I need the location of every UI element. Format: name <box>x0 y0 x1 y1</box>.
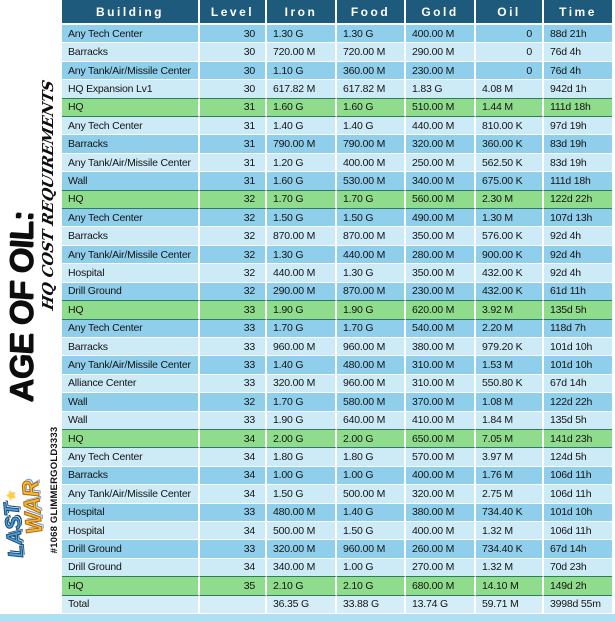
cell-building: Any Tech Center <box>62 209 200 227</box>
table-row <box>62 227 612 245</box>
cell-oil: 4.08 M <box>476 80 544 98</box>
cell-oil: 1.32 M <box>476 559 544 577</box>
cell-food: 1.70 G <box>337 191 406 209</box>
cell-food: 870.00 M <box>337 227 406 245</box>
author-handle: #1068 GLIMMERGOLD3333 <box>48 426 60 554</box>
cell-level: 30 <box>200 62 267 80</box>
cell-building: Any Tech Center <box>62 117 200 135</box>
cell-iron: 1.40 G <box>267 117 337 135</box>
table-row <box>62 246 612 264</box>
cell-time: 101d 10h <box>544 356 612 374</box>
cell-food: 1.60 G <box>337 99 406 117</box>
cell-gold: 400.00 M <box>406 522 476 540</box>
header-row <box>62 0 612 25</box>
table-row <box>62 43 612 61</box>
cell-gold: 400.00 M <box>406 25 476 43</box>
cell-food: 1.00 G <box>337 467 406 485</box>
cell-iron: 1.40 G <box>267 356 337 374</box>
cell-gold: 230.00 M <box>406 283 476 301</box>
cell-building: Any Tech Center <box>62 448 200 466</box>
cell-food: 790.00 M <box>337 135 406 153</box>
cell-oil: 3.97 M <box>476 448 544 466</box>
cell-time: 3998d 55m <box>544 596 612 614</box>
table-row <box>62 301 612 319</box>
cell-time: 124d 5h <box>544 448 612 466</box>
cell-time: 67d 14h <box>544 375 612 393</box>
cell-oil: 1.30 M <box>476 209 544 227</box>
cell-gold: 260.00 M <box>406 540 476 558</box>
table-row <box>62 577 612 595</box>
table-row <box>62 320 612 338</box>
cell-gold: 410.00 M <box>406 412 476 430</box>
table-row <box>62 448 612 466</box>
cell-gold: 270.00 M <box>406 559 476 577</box>
cell-building: Barracks <box>62 43 200 61</box>
cell-building: Any Tank/Air/Missile Center <box>62 246 200 264</box>
cell-building: HQ <box>62 99 200 117</box>
cell-iron: 1.60 G <box>267 99 337 117</box>
cell-iron: 790.00 M <box>267 135 337 153</box>
table-row <box>62 264 612 282</box>
cell-level: 30 <box>200 80 267 98</box>
cell-food: 1.70 G <box>337 320 406 338</box>
cell-food: 580.00 M <box>337 393 406 411</box>
cell-level: 34 <box>200 430 267 448</box>
cell-level: 31 <box>200 172 267 190</box>
cell-food: 480.00 M <box>337 356 406 374</box>
cell-oil: 0 <box>476 25 544 43</box>
cell-iron: 340.00 M <box>267 559 337 577</box>
cell-time: 107d 13h <box>544 209 612 227</box>
column-header-level: Level <box>200 0 267 25</box>
cell-food: 2.10 G <box>337 577 406 595</box>
cell-iron: 720.00 M <box>267 43 337 61</box>
cell-time: 106d 11h <box>544 485 612 503</box>
cell-time: 83d 19h <box>544 135 612 153</box>
cell-gold: 560.00 M <box>406 191 476 209</box>
cell-building: Barracks <box>62 338 200 356</box>
table-row <box>62 522 612 540</box>
cell-building: HQ <box>62 191 200 209</box>
cell-oil: 3.92 M <box>476 301 544 319</box>
cell-iron: 440.00 M <box>267 264 337 282</box>
cell-food: 617.82 M <box>337 80 406 98</box>
cell-building: HQ <box>62 430 200 448</box>
cell-level: 32 <box>200 209 267 227</box>
cell-oil: 675.00 K <box>476 172 544 190</box>
cell-time: 92d 4h <box>544 264 612 282</box>
page-title: AGE OF OIL: <box>2 210 40 404</box>
table-row <box>62 485 612 503</box>
table-row <box>62 154 612 172</box>
cell-oil: 432.00 K <box>476 283 544 301</box>
cell-level: 32 <box>200 264 267 282</box>
cell-building: Wall <box>62 172 200 190</box>
cell-food: 1.40 G <box>337 504 406 522</box>
cell-iron: 1.70 G <box>267 393 337 411</box>
column-header-gold: Gold <box>406 0 476 25</box>
cell-iron: 1.80 G <box>267 448 337 466</box>
cell-gold: 510.00 M <box>406 99 476 117</box>
table-row <box>62 62 612 80</box>
cell-gold: 380.00 M <box>406 504 476 522</box>
cell-oil: 734.40 K <box>476 504 544 522</box>
table-row <box>62 135 612 153</box>
cell-food: 960.00 M <box>337 338 406 356</box>
cell-gold: 350.00 M <box>406 264 476 282</box>
cell-building: Any Tech Center <box>62 25 200 43</box>
cell-iron: 1.30 G <box>267 25 337 43</box>
cell-building: Barracks <box>62 227 200 245</box>
cell-time: 111d 18h <box>544 99 612 117</box>
cell-food: 1.00 G <box>337 559 406 577</box>
cell-food: 960.00 M <box>337 540 406 558</box>
cell-building: Barracks <box>62 467 200 485</box>
cell-iron: 1.60 G <box>267 172 337 190</box>
cell-oil: 734.40 K <box>476 540 544 558</box>
cell-level: 33 <box>200 540 267 558</box>
cell-food: 500.00 M <box>337 485 406 503</box>
cell-gold: 1.83 G <box>406 80 476 98</box>
cell-gold: 280.00 M <box>406 246 476 264</box>
cell-iron: 870.00 M <box>267 227 337 245</box>
table-row <box>62 80 612 98</box>
cell-oil: 14.10 M <box>476 577 544 595</box>
cell-iron: 1.90 G <box>267 412 337 430</box>
cell-oil: 7.05 M <box>476 430 544 448</box>
table-row <box>62 393 612 411</box>
cell-building: Drill Ground <box>62 283 200 301</box>
cell-gold: 290.00 M <box>406 43 476 61</box>
last-war-logo <box>0 428 48 560</box>
cell-level: 31 <box>200 117 267 135</box>
cell-time: 141d 23h <box>544 430 612 448</box>
cell-gold: 310.00 M <box>406 356 476 374</box>
cell-time: 67d 14h <box>544 540 612 558</box>
page-subtitle: HQ COST REQUIREMENTS <box>39 78 57 312</box>
cell-gold: 250.00 M <box>406 154 476 172</box>
cell-level: 34 <box>200 467 267 485</box>
cell-building: Barracks <box>62 135 200 153</box>
cell-time: 942d 1h <box>544 80 612 98</box>
cell-gold: 310.00 M <box>406 375 476 393</box>
cell-building: Hospital <box>62 264 200 282</box>
cell-building: Drill Ground <box>62 540 200 558</box>
cell-oil: 1.32 M <box>476 522 544 540</box>
table-row <box>62 117 612 135</box>
cell-level: 33 <box>200 375 267 393</box>
cell-iron: 1.70 G <box>267 191 337 209</box>
cell-level: 30 <box>200 25 267 43</box>
column-header-oil: Oil <box>476 0 544 25</box>
cell-food: 1.30 G <box>337 264 406 282</box>
cell-gold: 400.00 M <box>406 467 476 485</box>
cell-food: 720.00 M <box>337 43 406 61</box>
cell-food: 440.00 M <box>337 246 406 264</box>
table-row <box>62 191 612 209</box>
cell-time: 61d 11h <box>544 283 612 301</box>
cell-building: HQ Expansion Lv1 <box>62 80 200 98</box>
cell-oil: 562.50 K <box>476 154 544 172</box>
cell-gold: 350.00 M <box>406 227 476 245</box>
cell-oil: 360.00 K <box>476 135 544 153</box>
cell-gold: 13.74 G <box>406 596 476 614</box>
cell-gold: 620.00 M <box>406 301 476 319</box>
cell-food: 1.80 G <box>337 448 406 466</box>
cell-food: 1.40 G <box>337 117 406 135</box>
cell-food: 1.50 G <box>337 209 406 227</box>
cell-gold: 340.00 M <box>406 172 476 190</box>
cell-oil: 0 <box>476 62 544 80</box>
table-row <box>62 596 612 614</box>
cell-level <box>200 596 267 614</box>
cell-iron: 1.70 G <box>267 320 337 338</box>
column-header-iron: Iron <box>267 0 337 25</box>
cell-food: 400.00 M <box>337 154 406 172</box>
cell-building: Any Tank/Air/Missile Center <box>62 154 200 172</box>
logo-word-last: LAST <box>0 502 28 559</box>
table-header <box>62 0 612 25</box>
cell-gold: 540.00 M <box>406 320 476 338</box>
table-row <box>62 356 612 374</box>
cell-oil: 59.71 M <box>476 596 544 614</box>
cell-time: 101d 10h <box>544 338 612 356</box>
cell-time: 83d 19h <box>544 154 612 172</box>
cell-level: 33 <box>200 320 267 338</box>
cell-level: 32 <box>200 191 267 209</box>
cell-food: 640.00 M <box>337 412 406 430</box>
cell-iron: 500.00 M <box>267 522 337 540</box>
cell-level: 30 <box>200 43 267 61</box>
cell-iron: 2.10 G <box>267 577 337 595</box>
cell-building: Drill Ground <box>62 559 200 577</box>
cell-oil: 1.53 M <box>476 356 544 374</box>
cell-time: 76d 4h <box>544 43 612 61</box>
cell-gold: 490.00 M <box>406 209 476 227</box>
cell-building: Any Tank/Air/Missile Center <box>62 485 200 503</box>
cell-time: 70d 23h <box>544 559 612 577</box>
cell-iron: 36.35 G <box>267 596 337 614</box>
cell-level: 33 <box>200 412 267 430</box>
cell-iron: 617.82 M <box>267 80 337 98</box>
cell-building: Hospital <box>62 504 200 522</box>
cell-gold: 680.00 M <box>406 577 476 595</box>
cell-time: 111d 18h <box>544 172 612 190</box>
cell-building: Total <box>62 596 200 614</box>
cell-oil: 550.80 K <box>476 375 544 393</box>
cell-level: 33 <box>200 338 267 356</box>
cell-iron: 1.10 G <box>267 62 337 80</box>
cell-gold: 320.00 M <box>406 135 476 153</box>
cell-time: 76d 4h <box>544 62 612 80</box>
cell-iron: 320.00 M <box>267 375 337 393</box>
cell-building: Hospital <box>62 522 200 540</box>
table-row <box>62 504 612 522</box>
cell-level: 32 <box>200 227 267 245</box>
star-icon: ★ <box>3 489 20 502</box>
cell-iron: 1.20 G <box>267 154 337 172</box>
cell-time: 135d 5h <box>544 412 612 430</box>
left-margin-art <box>0 0 62 615</box>
cell-level: 32 <box>200 393 267 411</box>
cell-gold: 320.00 M <box>406 485 476 503</box>
cell-oil: 576.00 K <box>476 227 544 245</box>
cell-gold: 440.00 M <box>406 117 476 135</box>
cell-building: Wall <box>62 412 200 430</box>
table-row <box>62 412 612 430</box>
cell-time: 101d 10h <box>544 504 612 522</box>
table-row <box>62 559 612 577</box>
cell-level: 34 <box>200 485 267 503</box>
table-row <box>62 283 612 301</box>
cell-level: 32 <box>200 283 267 301</box>
cell-level: 33 <box>200 504 267 522</box>
cell-time: 135d 5h <box>544 301 612 319</box>
cell-iron: 1.50 G <box>267 209 337 227</box>
cell-level: 32 <box>200 246 267 264</box>
column-header-building: Building <box>62 0 200 25</box>
cell-food: 2.00 G <box>337 430 406 448</box>
table-row <box>62 172 612 190</box>
cell-oil: 1.44 M <box>476 99 544 117</box>
cell-iron: 1.30 G <box>267 246 337 264</box>
cell-time: 122d 22h <box>544 393 612 411</box>
cell-level: 31 <box>200 154 267 172</box>
cell-food: 1.90 G <box>337 301 406 319</box>
cell-level: 33 <box>200 356 267 374</box>
cell-oil: 2.75 M <box>476 485 544 503</box>
cell-oil: 979.20 K <box>476 338 544 356</box>
table-row <box>62 209 612 227</box>
cell-building: HQ <box>62 577 200 595</box>
cell-gold: 570.00 M <box>406 448 476 466</box>
cell-food: 1.50 G <box>337 522 406 540</box>
cell-time: 122d 22h <box>544 191 612 209</box>
cell-food: 1.30 G <box>337 25 406 43</box>
cell-gold: 380.00 M <box>406 338 476 356</box>
table-row <box>62 375 612 393</box>
cell-iron: 1.90 G <box>267 301 337 319</box>
cell-time: 149d 2h <box>544 577 612 595</box>
cell-iron: 480.00 M <box>267 504 337 522</box>
cell-time: 106d 11h <box>544 522 612 540</box>
cell-level: 34 <box>200 522 267 540</box>
table-body <box>62 25 612 614</box>
cell-level: 31 <box>200 99 267 117</box>
cell-time: 118d 7h <box>544 320 612 338</box>
bottom-edge-strip <box>0 614 615 621</box>
logo-word-war: WAR <box>16 479 48 536</box>
cell-iron: 320.00 M <box>267 540 337 558</box>
cell-food: 960.00 M <box>337 375 406 393</box>
cell-oil: 0 <box>476 43 544 61</box>
cell-food: 33.88 G <box>337 596 406 614</box>
cell-oil: 810.00 K <box>476 117 544 135</box>
table-row <box>62 25 612 43</box>
cell-oil: 432.00 K <box>476 264 544 282</box>
cell-gold: 650.00 M <box>406 430 476 448</box>
column-header-time: Time <box>544 0 612 25</box>
cell-level: 31 <box>200 135 267 153</box>
cell-gold: 370.00 M <box>406 393 476 411</box>
cell-level: 35 <box>200 577 267 595</box>
table-row <box>62 99 612 117</box>
cell-building: Alliance Center <box>62 375 200 393</box>
table-row <box>62 540 612 558</box>
cell-iron: 290.00 M <box>267 283 337 301</box>
table-row <box>62 467 612 485</box>
cell-level: 34 <box>200 448 267 466</box>
cell-building: HQ <box>62 301 200 319</box>
cell-time: 106d 11h <box>544 467 612 485</box>
cell-building: Any Tank/Air/Missile Center <box>62 356 200 374</box>
cell-building: Wall <box>62 393 200 411</box>
column-header-food: Food <box>337 0 406 25</box>
cell-building: Any Tank/Air/Missile Center <box>62 62 200 80</box>
table-row <box>62 430 612 448</box>
cell-iron: 2.00 G <box>267 430 337 448</box>
cell-oil: 1.84 M <box>476 412 544 430</box>
table-row <box>62 338 612 356</box>
cell-oil: 900.00 K <box>476 246 544 264</box>
cell-oil: 2.30 M <box>476 191 544 209</box>
cell-building: Any Tech Center <box>62 320 200 338</box>
cell-time: 92d 4h <box>544 227 612 245</box>
cell-oil: 1.76 M <box>476 467 544 485</box>
cell-level: 33 <box>200 301 267 319</box>
cell-time: 92d 4h <box>544 246 612 264</box>
cell-time: 97d 19h <box>544 117 612 135</box>
cell-time: 88d 21h <box>544 25 612 43</box>
cost-table <box>62 0 612 614</box>
cell-level: 34 <box>200 559 267 577</box>
cell-oil: 1.08 M <box>476 393 544 411</box>
cell-iron: 1.50 G <box>267 485 337 503</box>
cell-food: 870.00 M <box>337 283 406 301</box>
cell-oil: 2.20 M <box>476 320 544 338</box>
cell-food: 360.00 M <box>337 62 406 80</box>
cell-food: 530.00 M <box>337 172 406 190</box>
cell-iron: 1.00 G <box>267 467 337 485</box>
cell-iron: 960.00 M <box>267 338 337 356</box>
cell-gold: 230.00 M <box>406 62 476 80</box>
